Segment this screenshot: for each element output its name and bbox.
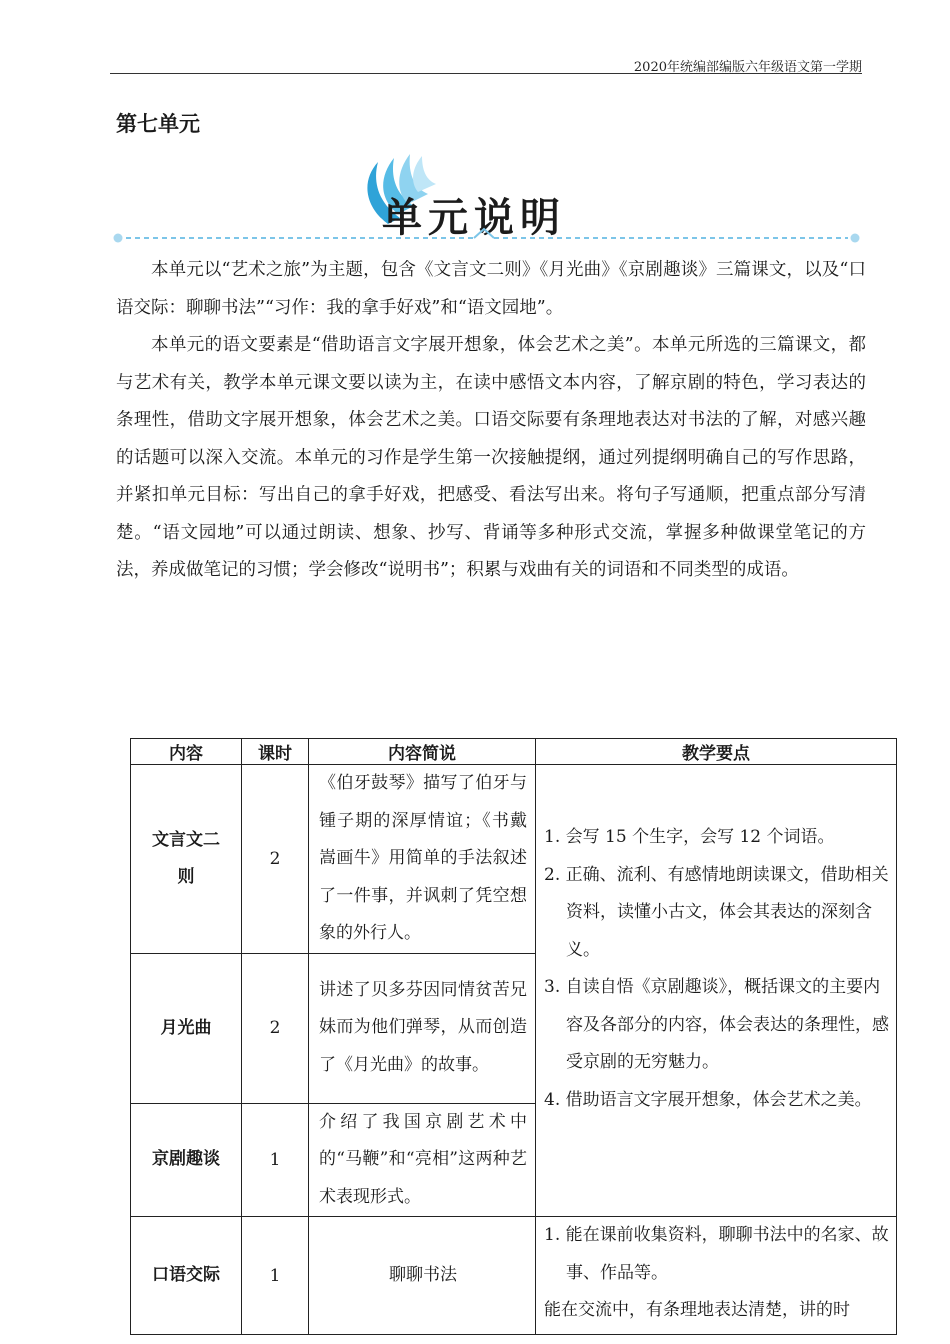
lesson-plan-table: [130, 738, 897, 1335]
intro-paragraph: 本单元以“艺术之旅”为主题，包含《文言文二则》《月光曲》《京剧趣谈》三篇课文，以及“口语交际：聊聊书法”“习作：我的拿手好戏”和“语文园地”。: [116, 260, 866, 318]
header-hours: 课时: [242, 739, 309, 765]
goal-item: 4. 借助语言文字展开想象，体会艺术之美。: [544, 1089, 872, 1110]
lesson-hours: 1: [242, 1103, 309, 1217]
dashed-divider: [112, 226, 862, 246]
lesson-name: 月光曲: [131, 953, 242, 1103]
lesson-brief: 聊聊书法: [309, 1217, 536, 1335]
header-rule: [110, 73, 862, 74]
header-brief: 内容简说: [309, 739, 536, 765]
lesson-brief: 《伯牙鼓琴》描写了伯牙与锺子期的深厚情谊；《书戴嵩画牛》用简单的手法叙述了一件事，并讽刺了凭空想象的外行人。: [309, 765, 536, 954]
lesson-hours: 1: [242, 1217, 309, 1335]
goal-item: 1. 会写 15 个生字，会写 12 个词语。: [544, 827, 835, 847]
table-row: [131, 1217, 897, 1335]
table-row: [131, 765, 897, 954]
lesson-hours: 2: [242, 765, 309, 954]
lesson-name: 文言文二则: [131, 765, 242, 954]
table-header-row: [131, 739, 897, 765]
lesson-name: 口语交际: [131, 1217, 242, 1335]
goal-item: 3. 自读自悟《京剧趣谈》，概括课文的主要内容及各部分的内容，体会表达的条理性，感受京剧的无穷魅力。: [544, 977, 889, 1072]
goal-item: 1. 能在课前收集资料，聊聊书法中的名家、故事、作品等。: [544, 1225, 889, 1283]
lesson-brief: 讲述了贝多芬因同情贫苦兄妹而为他们弹琴，从而创造了《月光曲》的故事。: [309, 953, 536, 1103]
lesson-name: 京剧趣谈: [131, 1103, 242, 1217]
unit-intro: [116, 252, 866, 590]
lesson-hours: 2: [242, 953, 309, 1103]
section-banner: [112, 148, 862, 248]
intro-paragraph: 本单元的语文要素是“借助语言文字展开想象，体会艺术之美”。本单元所选的三篇课文，都与艺术有关，教学本单元课文要以读为主，在读中感悟文本内容，了解京剧的特色，学习表达的条理性，借助文字展开想象，体会艺术之美。口语交际要有条理地表达对书法的了解，对感兴趣的话题可以深入交流。本单元的习作是学生第一次接触提纲，通过列提纲明确自己的写作思路，并紧扣单元目标：写出自己的拿手好戏，把感受、看法写出来。将句子写通顺，把重点部分写清楚。“语文园地”可以通过朗读、想象、抄写、背诵等多种形式交流，掌握多种做课堂笔记的方法，养成做笔记的习惯；学会修改“说明书”；积累与戏曲有关的词语和不同类型的成语。: [116, 335, 866, 580]
lesson-brief: 介绍了我国京剧艺术中的“马鞭”和“亮相”这两种艺术表现形式。: [309, 1103, 536, 1217]
goal-item: 2. 正确、流利、有感情地朗读课文，借助相关资料，读懂小古文，体会其表达的深刻含义。: [544, 864, 889, 960]
running-header: 2020年统编部编版六年级语文第一学期: [633, 60, 862, 75]
banner-title: 单元说明: [382, 195, 566, 241]
unit-title: 第七单元: [116, 112, 200, 136]
header-goals: 教学要点: [536, 739, 897, 765]
goal-item: 能在交流中，有条理地表达清楚，讲的时: [544, 1300, 850, 1320]
teaching-goals: [536, 1217, 897, 1335]
teaching-goals: [536, 765, 897, 1217]
header-content: 内容: [131, 739, 242, 765]
